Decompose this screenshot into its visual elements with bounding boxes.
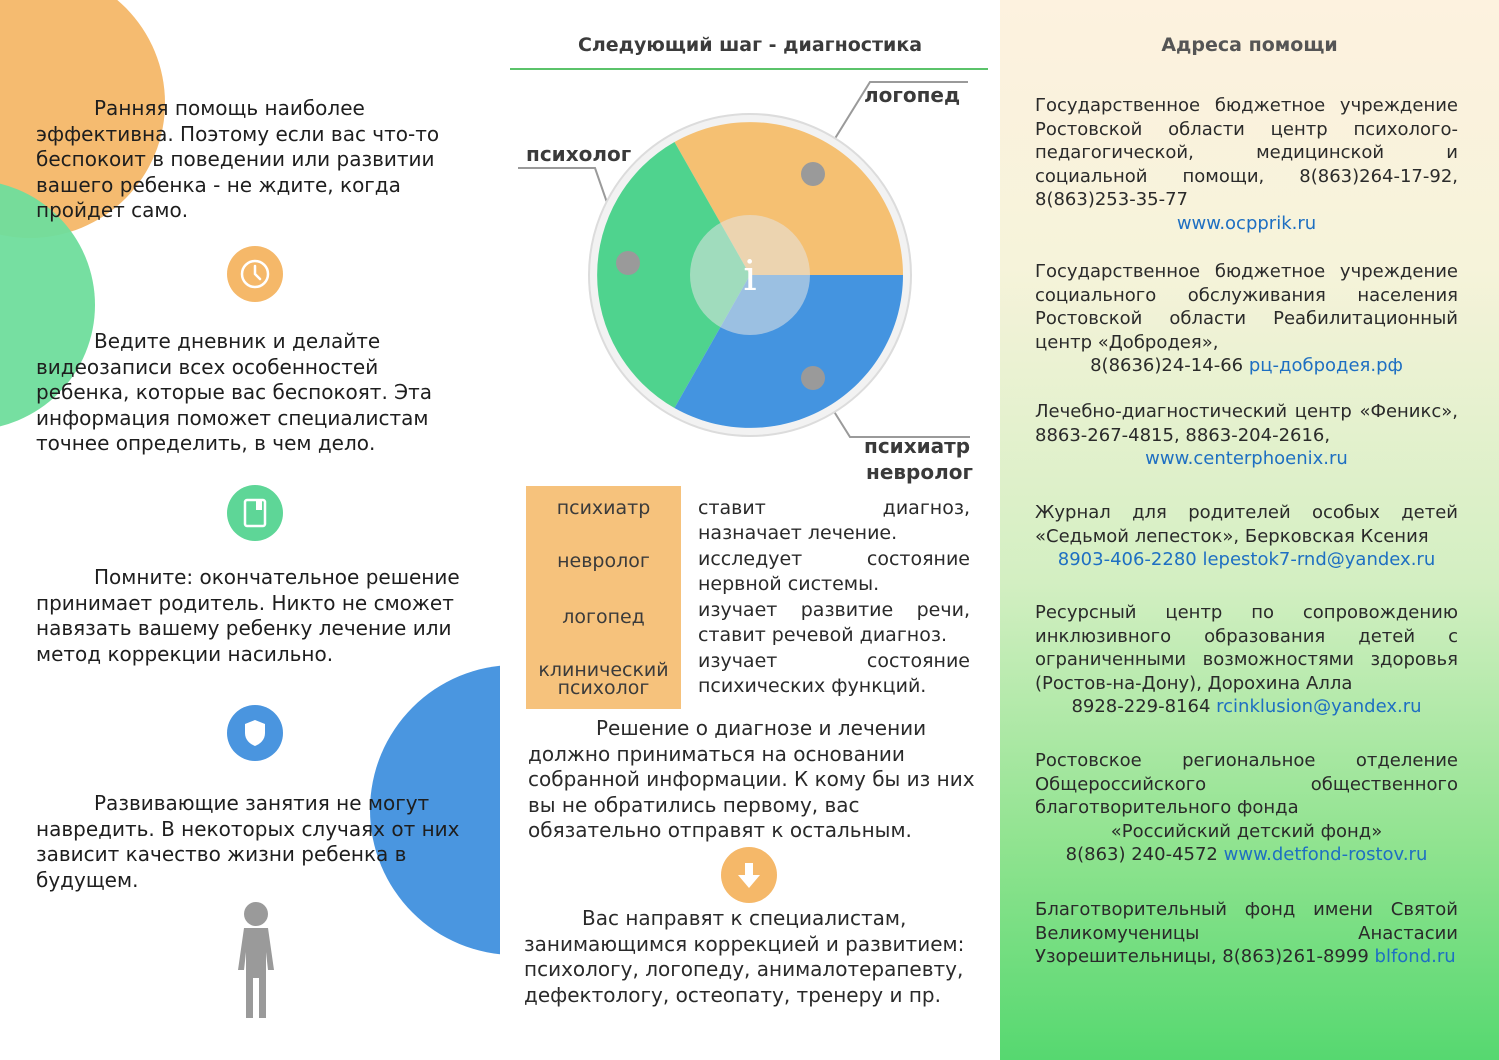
specialists-box [526, 486, 681, 709]
address-dobrodeya: Государственное бюджетное учреждение социального обслуживания населения Ростовской области Реабилитационный центр «Добродея», 8(8636)24-14-66 рц-добродея.рф [1035, 261, 1458, 376]
decision-paragraph: Помните: окончательное решение принимает родитель. Никто не сможет навязать вашему ребенку лечение или метод коррекции насильно. [36, 565, 460, 666]
decision-text: Решение о диагнозе и лечении должно приниматься на основании собранной информации. К кому бы из них вы не обратились первому, вас обязательно отправят к остальным. [528, 716, 975, 842]
spec-clinical-line1: клинический [538, 659, 669, 681]
desc-clinical-1: изучает состояние [698, 650, 970, 672]
address-resource-center: Ресурсный центр по сопровождению инклюзивного образования детей с ограниченными возможностями здоровья (Ростов-на-Дону), Дорохина Алла 8928-229-8164 rcinklusion@yandex.ru [1035, 602, 1458, 717]
label-neurologist: невролог [866, 460, 973, 484]
address-ocpprik: Государственное бюджетное учреждение Ростовской области центр психолого-педагогической, медицинской и социальной помощи, 8(863)264-17-92, 8(863)253-35-77 www.ocpprik.ru [1035, 95, 1458, 234]
diary-paragraph: Ведите дневник и делайте видеозаписи всех особенностей ребенка, которые вас беспокоят. Эта информация поможет специалистам точнее определить, в чем дело. [36, 329, 433, 455]
notebook-icon [227, 485, 283, 541]
middle-panel [500, 0, 1000, 1060]
diagnostics-pie [500, 60, 1000, 490]
child-silhouette [232, 898, 280, 1022]
spec-clinical-line2: психолог [557, 677, 650, 699]
psychologist-marker [616, 251, 640, 275]
desc-speech-1: изучает развитие речи, [698, 599, 970, 621]
desc-psychiatrist-1: ставит диагноз, [698, 497, 970, 519]
desc-neurologist-2: нервной системы. [698, 573, 880, 595]
addresses-title: Адреса помощи [1161, 34, 1338, 56]
link-ocpprik[interactable]: www.ocpprik.ru [1176, 212, 1317, 234]
link-blfond[interactable]: blfond.ru [1374, 946, 1456, 967]
diagnostics-title: Следующий шаг - диагностика [577, 34, 923, 56]
speech-marker [801, 162, 825, 186]
address-blfond: Благотворительный фонд имени Святой Великомученицы Анастасии Узорешительницы, 8(863)261-8999 blfond.ru [1035, 899, 1458, 967]
link-rcinklusion[interactable]: rcinklusion@yandex.ru [1216, 696, 1422, 717]
link-lepestok[interactable]: 8903-406-2280 lepestok7-rnd@yandex.ru [1057, 549, 1436, 570]
shield-icon [227, 705, 283, 761]
spec-psychiatrist: психиатр [556, 497, 651, 519]
label-speech-therapist: логопед [864, 83, 961, 107]
psychiatrist-marker [801, 366, 825, 390]
link-phoenix[interactable]: www.centerphoenix.ru [1145, 448, 1348, 469]
activities-paragraph: Развивающие занятия не могут навредить. В некоторых случаях от них зависит качество жизни ребенка в будущем. [36, 791, 460, 892]
desc-neurologist-1: исследует состояние [698, 548, 970, 570]
left-panel [0, 0, 500, 1060]
info-icon: i [743, 251, 757, 300]
spec-neurologist: невролог [557, 550, 650, 572]
label-psychiatrist: психиатр [864, 434, 971, 458]
early-help-paragraph: Ранняя помощь наиболее эффективна. Поэтому если вас что-то беспокоит в поведении или развитии вашего ребенка - не ждите, когда пройдет само. [36, 96, 440, 222]
right-panel [1000, 0, 1499, 1060]
address-lepestok: Журнал для родителей особых детей «Седьмой лепесток», Берковская Ксения 8903-406-2280 lepestok7-rnd@yandex.ru [1035, 502, 1458, 570]
desc-speech-2: ставит речевой диагноз. [698, 624, 947, 646]
spec-speech-therapist: логопед [562, 606, 645, 628]
referral-text: Вас направят к специалистам, занимающимся коррекцией и развитием: психологу, логопеду, анималотерапевту, дефектологу, остеопату, тренеру и пр. [524, 906, 965, 1007]
link-dobrodeya[interactable]: рц-добродея.рф [1248, 355, 1403, 376]
link-detfond[interactable]: www.detfond-rostov.ru [1223, 844, 1428, 865]
desc-psychiatrist-2: назначает лечение. [698, 522, 898, 544]
address-phoenix: Лечебно-диагностический центр «Феникс», 8863-267-4815, 8863-204-2616, www.centerphoenix.ru [1035, 401, 1458, 469]
address-detfond: Ростовское региональное отделение Общероссийского общественного благотворительного фонда «Российский детский фонд» 8(863) 240-4572 www.detfond-rostov.ru [1035, 750, 1458, 865]
clock-icon [227, 246, 283, 302]
desc-clinical-2: психических функций. [698, 675, 927, 697]
arrow-down-icon [721, 847, 777, 903]
label-psychologist: психолог [526, 142, 632, 166]
